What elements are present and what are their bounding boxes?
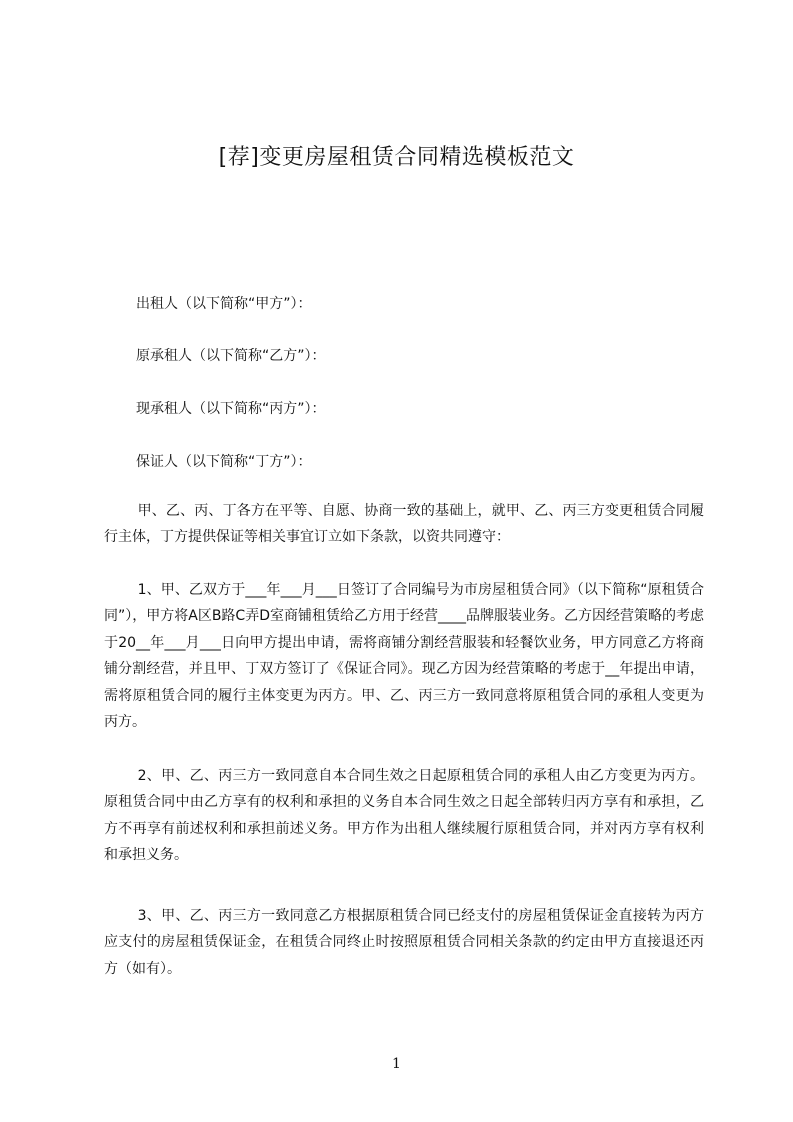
party-lessor: 出租人（以下简称“甲方”）： <box>136 296 312 312</box>
preamble-paragraph: 甲、乙、丙、丁各方在平等、自愿、协商一致的基础上，就甲、乙、丙三方变更租赁合同履行主体，丁方提供保证等相关事宜订立如下条款，以资共同遵守： <box>104 503 704 546</box>
party-guarantor: 保证人（以下简称“丁方”）： <box>136 454 312 470</box>
clause-3-paragraph: 3、甲、乙、丙三方一致同意乙方根据原租赁合同已经支付的房屋租赁保证金直接转为丙方应支付的房屋租赁保证金，在租赁合同终止时按照原租赁合同相关条款的约定由甲方直接退还丙方（如有）。 <box>104 908 704 977</box>
party-original-lessee: 原承租人（以下简称“乙方”）： <box>136 348 326 364</box>
party-new-lessee: 现承租人（以下简称“丙方”）： <box>136 401 326 417</box>
clause-1-paragraph: 1、甲、乙双方于___年___月___日签订了合同编号为市房屋租赁合同》（以下简称“原租赁合同”），甲方将A区B路C弄D室商铺租赁给乙方用于经营____品牌服装业务。乙方因经营策略的考虑于20__年___月___日向甲方提出申请，需将商铺分割经营服装和轻餐饮业务，甲方同意乙方将商铺分割经营，并且甲、丁双方签订了《保证合同》。现乙方因为经营策略的考虑于__年提出申请，需将原租赁合同的履行主体变更为丙方。甲、乙、丙三方一致同意将原租赁合同的承租人变更为丙方。 <box>104 582 704 731</box>
page-number: 1 <box>392 1056 401 1072</box>
clause-2-paragraph: 2、甲、乙、丙三方一致同意自本合同生效之日起原租赁合同的承租人由乙方变更为丙方。原租赁合同中由乙方享有的权利和承担的义务自本合同生效之日起全部转归丙方享有和承担，乙方不再享有前述权利和承担前述义务。甲方作为出租人继续履行原租赁合同，并对丙方享有权利和承担义务。 <box>104 768 704 864</box>
document-title: [荐]变更房屋租赁合同精选模板范文 <box>218 145 575 170</box>
